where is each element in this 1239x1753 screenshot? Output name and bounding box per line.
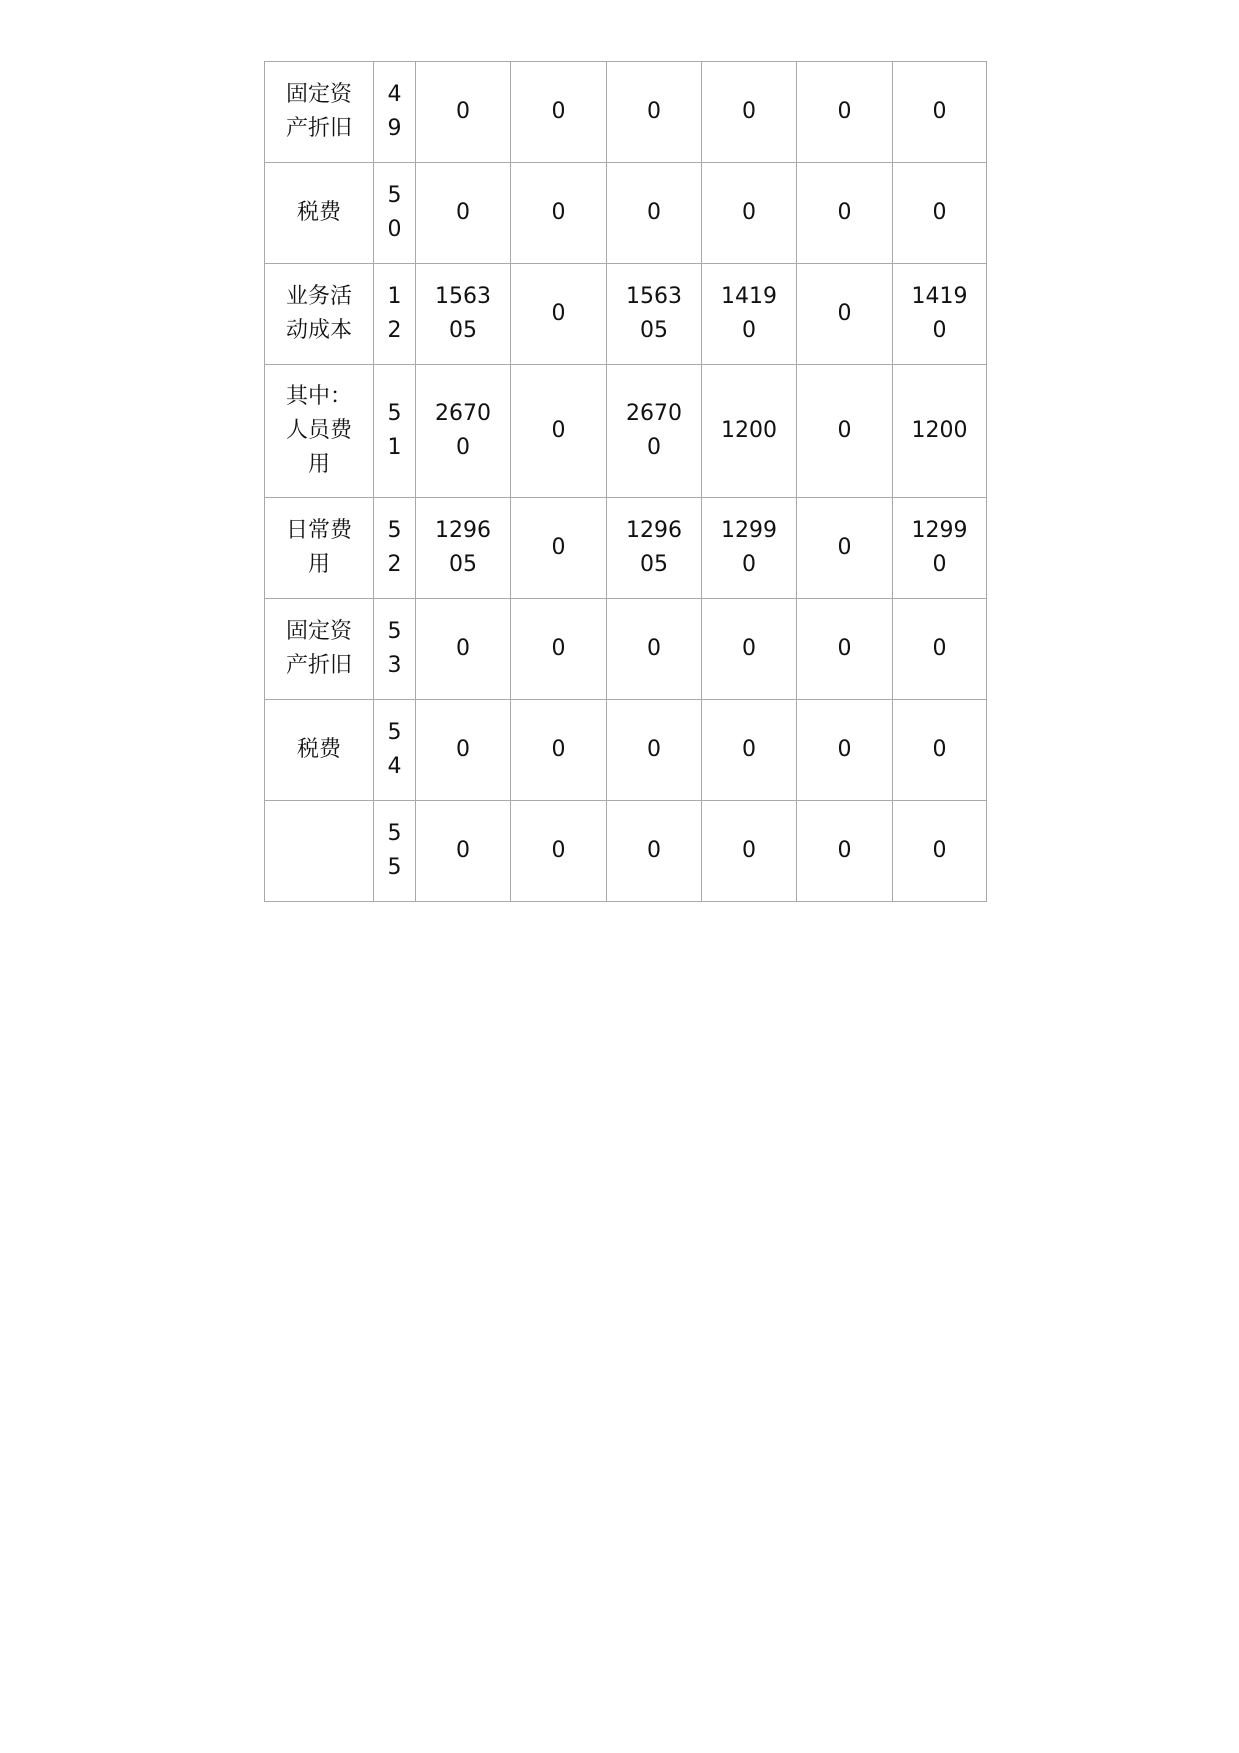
value-cell: 0 xyxy=(607,801,702,902)
table-row xyxy=(265,163,987,264)
value-cell: 1200 xyxy=(702,365,797,498)
table-row xyxy=(265,599,987,700)
value-cell: 1200 xyxy=(893,365,987,498)
value-cell: 26700 xyxy=(416,365,511,498)
value-cell: 0 xyxy=(511,264,607,365)
line-number-cell: 12 xyxy=(374,264,416,365)
table-row xyxy=(265,264,987,365)
value-cell: 14190 xyxy=(702,264,797,365)
value-cell: 12990 xyxy=(893,498,987,599)
value-cell: 0 xyxy=(702,801,797,902)
value-cell: 0 xyxy=(511,599,607,700)
value-cell: 0 xyxy=(416,801,511,902)
line-number-cell: 49 xyxy=(374,62,416,163)
value-cell: 0 xyxy=(416,599,511,700)
table-row xyxy=(265,700,987,801)
value-cell: 0 xyxy=(511,700,607,801)
value-cell: 0 xyxy=(511,163,607,264)
item-cell: 其中：人员费用 xyxy=(265,365,374,498)
item-cell xyxy=(265,801,374,902)
table-row xyxy=(265,365,987,498)
value-cell: 0 xyxy=(797,599,893,700)
value-cell: 0 xyxy=(416,163,511,264)
value-cell: 0 xyxy=(797,801,893,902)
item-cell: 日常费用 xyxy=(265,498,374,599)
value-cell: 0 xyxy=(893,163,987,264)
value-cell: 0 xyxy=(893,599,987,700)
value-cell: 129605 xyxy=(607,498,702,599)
financial-table xyxy=(264,61,987,902)
value-cell: 156305 xyxy=(416,264,511,365)
table-row xyxy=(265,62,987,163)
value-cell: 0 xyxy=(511,498,607,599)
item-cell: 业务活动成本 xyxy=(265,264,374,365)
value-cell: 0 xyxy=(893,700,987,801)
value-cell: 0 xyxy=(893,62,987,163)
line-number-cell: 55 xyxy=(374,801,416,902)
item-cell: 固定资产折旧 xyxy=(265,599,374,700)
value-cell: 0 xyxy=(607,700,702,801)
value-cell: 0 xyxy=(607,163,702,264)
item-cell: 税费 xyxy=(265,700,374,801)
line-number-cell: 53 xyxy=(374,599,416,700)
value-cell: 0 xyxy=(511,801,607,902)
value-cell: 0 xyxy=(702,599,797,700)
item-cell: 税费 xyxy=(265,163,374,264)
value-cell: 0 xyxy=(511,62,607,163)
value-cell: 0 xyxy=(797,498,893,599)
value-cell: 0 xyxy=(607,599,702,700)
table-row xyxy=(265,801,987,902)
value-cell: 26700 xyxy=(607,365,702,498)
value-cell: 0 xyxy=(607,62,702,163)
value-cell: 129605 xyxy=(416,498,511,599)
value-cell: 0 xyxy=(416,62,511,163)
value-cell: 0 xyxy=(797,62,893,163)
line-number-cell: 52 xyxy=(374,498,416,599)
value-cell: 0 xyxy=(511,365,607,498)
value-cell: 0 xyxy=(797,365,893,498)
value-cell: 0 xyxy=(797,163,893,264)
table-row xyxy=(265,498,987,599)
item-cell: 固定资产折旧 xyxy=(265,62,374,163)
value-cell: 12990 xyxy=(702,498,797,599)
value-cell: 156305 xyxy=(607,264,702,365)
value-cell: 0 xyxy=(797,700,893,801)
value-cell: 0 xyxy=(797,264,893,365)
value-cell: 0 xyxy=(893,801,987,902)
value-cell: 0 xyxy=(702,163,797,264)
value-cell: 0 xyxy=(702,62,797,163)
line-number-cell: 54 xyxy=(374,700,416,801)
line-number-cell: 51 xyxy=(374,365,416,498)
line-number-cell: 50 xyxy=(374,163,416,264)
value-cell: 0 xyxy=(416,700,511,801)
value-cell: 14190 xyxy=(893,264,987,365)
value-cell: 0 xyxy=(702,700,797,801)
